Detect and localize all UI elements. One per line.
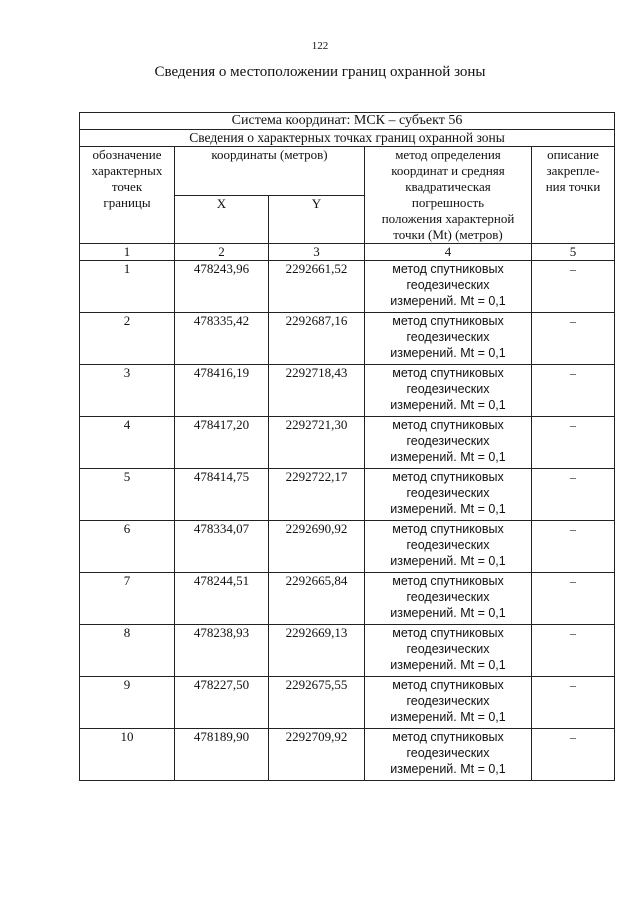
coord-x: 478227,50 — [175, 677, 269, 729]
coord-x: 478417,20 — [175, 417, 269, 469]
coord-y: 2292661,52 — [269, 261, 365, 313]
method-cell: метод спутниковых геодезических измерений. Mt = 0,1 — [365, 469, 532, 521]
header-y: Y — [269, 195, 365, 244]
table-subtitle: Сведения о характерных точках границ охранной зоны — [80, 130, 615, 147]
table-row — [80, 625, 615, 677]
table-row — [80, 313, 615, 365]
coord-x: 478334,07 — [175, 521, 269, 573]
method-cell: метод спутниковых геодезических измерений. Mt = 0,1 — [365, 729, 532, 781]
coordinate-system-row — [80, 113, 615, 130]
point-description: – — [532, 469, 615, 521]
header-description: описание закрепле- ния точки — [532, 147, 615, 244]
coord-x: 478244,51 — [175, 573, 269, 625]
column-number: 5 — [532, 244, 615, 261]
method-cell: метод спутниковых геодезических измерений. Mt = 0,1 — [365, 261, 532, 313]
method-cell: метод спутниковых геодезических измерений. Mt = 0,1 — [365, 313, 532, 365]
coord-y: 2292718,43 — [269, 365, 365, 417]
coord-x: 478238,93 — [175, 625, 269, 677]
table-row — [80, 365, 615, 417]
header-designation: обозначение характерных точек границы — [80, 147, 175, 244]
table-row — [80, 573, 615, 625]
method-cell: метод спутниковых геодезических измерений. Mt = 0,1 — [365, 625, 532, 677]
boundary-points-table — [79, 112, 615, 781]
point-id: 9 — [80, 677, 175, 729]
coord-y: 2292721,30 — [269, 417, 365, 469]
coord-x: 478243,96 — [175, 261, 269, 313]
point-description: – — [532, 521, 615, 573]
point-description: – — [532, 261, 615, 313]
point-id: 8 — [80, 625, 175, 677]
point-description: – — [532, 573, 615, 625]
method-cell: метод спутниковых геодезических измерений. Mt = 0,1 — [365, 521, 532, 573]
point-id: 1 — [80, 261, 175, 313]
column-number: 4 — [365, 244, 532, 261]
coord-y: 2292665,84 — [269, 573, 365, 625]
document-title: Сведения о местоположении границ охранной зоны — [154, 64, 486, 80]
method-cell: метод спутниковых геодезических измерений. Mt = 0,1 — [365, 417, 532, 469]
point-id: 10 — [80, 729, 175, 781]
point-id: 4 — [80, 417, 175, 469]
point-id: 7 — [80, 573, 175, 625]
point-id: 5 — [80, 469, 175, 521]
coord-y: 2292669,13 — [269, 625, 365, 677]
point-description: – — [532, 677, 615, 729]
coord-y: 2292709,92 — [269, 729, 365, 781]
method-cell: метод спутниковых геодезических измерений. Mt = 0,1 — [365, 365, 532, 417]
coord-x: 478335,42 — [175, 313, 269, 365]
page-number: 122 — [311, 40, 329, 52]
point-description: – — [532, 313, 615, 365]
point-description: – — [532, 365, 615, 417]
column-number: 3 — [269, 244, 365, 261]
column-number: 1 — [80, 244, 175, 261]
coord-y: 2292675,55 — [269, 677, 365, 729]
method-cell: метод спутниковых геодезических измерений. Mt = 0,1 — [365, 677, 532, 729]
coord-x: 478189,90 — [175, 729, 269, 781]
coord-y: 2292722,17 — [269, 469, 365, 521]
table-row — [80, 261, 615, 313]
header-coordinates: координаты (метров) — [175, 147, 365, 196]
point-description: – — [532, 417, 615, 469]
coord-x: 478416,19 — [175, 365, 269, 417]
table-row — [80, 417, 615, 469]
table-row — [80, 469, 615, 521]
point-id: 6 — [80, 521, 175, 573]
coord-x: 478414,75 — [175, 469, 269, 521]
coordinate-system: Система координат: МСК – субъект 56 — [80, 113, 615, 130]
coord-y: 2292687,16 — [269, 313, 365, 365]
coord-y: 2292690,92 — [269, 521, 365, 573]
point-id: 3 — [80, 365, 175, 417]
method-cell: метод спутниковых геодезических измерений. Mt = 0,1 — [365, 573, 532, 625]
table-subtitle-row — [80, 130, 615, 147]
point-description: – — [532, 729, 615, 781]
table-row — [80, 729, 615, 781]
table-row — [80, 521, 615, 573]
header-x: X — [175, 195, 269, 244]
column-numbers-row — [80, 244, 615, 261]
point-id: 2 — [80, 313, 175, 365]
table-row — [80, 677, 615, 729]
point-description: – — [532, 625, 615, 677]
header-row — [80, 147, 615, 196]
column-number: 2 — [175, 244, 269, 261]
header-method: метод определения координат и средняя квадратическая погрешность положения характерной точки (Mt) (метров) — [365, 147, 532, 244]
